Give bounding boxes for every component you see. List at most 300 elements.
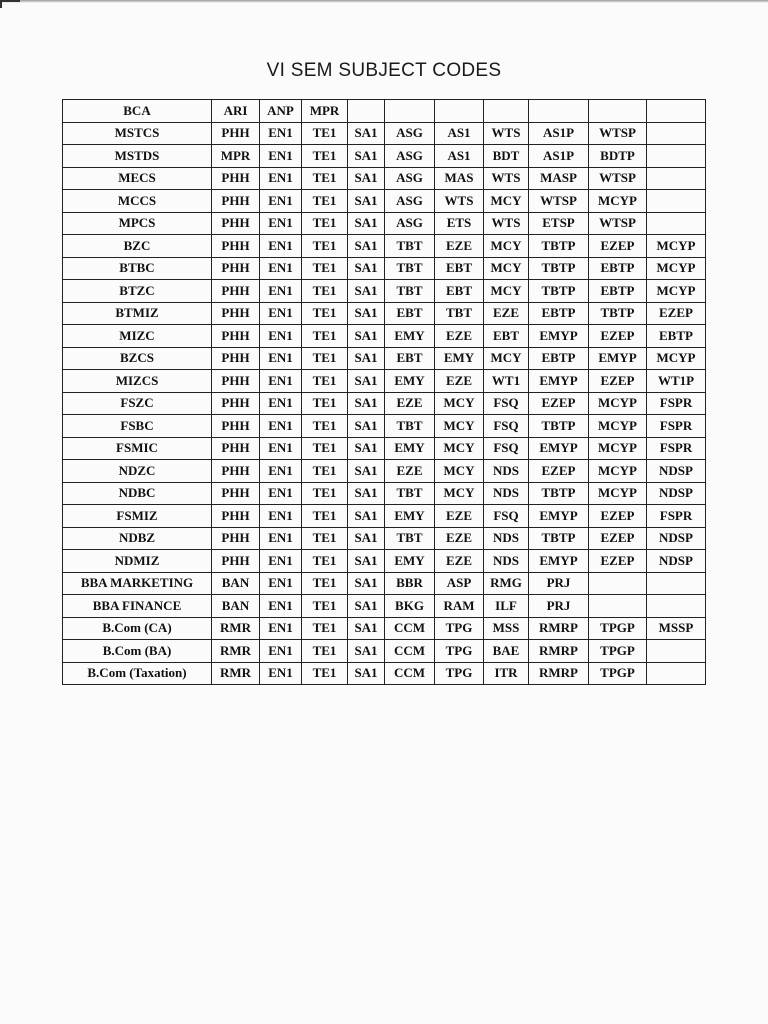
subject-code-cell: MCY bbox=[435, 392, 484, 415]
subject-code-cell bbox=[589, 100, 647, 123]
subject-code-cell: PHH bbox=[212, 325, 260, 348]
table-row bbox=[63, 370, 706, 393]
subject-code-cell: TBT bbox=[385, 257, 435, 280]
subject-code-cell: PHH bbox=[212, 505, 260, 528]
subject-code-cell: TE1 bbox=[302, 370, 348, 393]
subject-code-cell: SA1 bbox=[348, 460, 385, 483]
subject-code-cell: MSSP bbox=[647, 617, 706, 640]
subject-code-cell: SA1 bbox=[348, 167, 385, 190]
subject-code-cell: WTS bbox=[435, 190, 484, 213]
table-row bbox=[63, 280, 706, 303]
subject-code-cell: TE1 bbox=[302, 167, 348, 190]
subject-code-cell: EN1 bbox=[260, 572, 302, 595]
subject-code-cell: EMY bbox=[385, 550, 435, 573]
table-row bbox=[63, 460, 706, 483]
subject-code-cell: EZE bbox=[484, 302, 529, 325]
subject-code-cell: PHH bbox=[212, 167, 260, 190]
subject-code-cell bbox=[647, 662, 706, 685]
subject-code-cell: AS1 bbox=[435, 145, 484, 168]
subject-code-cell: SA1 bbox=[348, 302, 385, 325]
subject-code-cell: EN1 bbox=[260, 347, 302, 370]
subject-code-cell: TPG bbox=[435, 617, 484, 640]
subject-code-cell: NDSP bbox=[647, 482, 706, 505]
subject-code-cell: TBTP bbox=[529, 235, 589, 258]
subject-code-cell: MSS bbox=[484, 617, 529, 640]
subject-code-cell: TE1 bbox=[302, 145, 348, 168]
table-row bbox=[63, 662, 706, 685]
subject-code-cell: SA1 bbox=[348, 280, 385, 303]
course-name-cell: BBA FINANCE bbox=[63, 595, 212, 618]
subject-code-cell: CCM bbox=[385, 617, 435, 640]
subject-code-cell: TE1 bbox=[302, 662, 348, 685]
subject-code-cell: SA1 bbox=[348, 325, 385, 348]
subject-code-cell: TE1 bbox=[302, 280, 348, 303]
subject-code-cell: EZE bbox=[435, 370, 484, 393]
subject-code-cell: EN1 bbox=[260, 437, 302, 460]
subject-code-cell: BBR bbox=[385, 572, 435, 595]
subject-code-cell: EMYP bbox=[529, 370, 589, 393]
subject-code-cell: TE1 bbox=[302, 392, 348, 415]
subject-code-cell: EZEP bbox=[589, 235, 647, 258]
table-row bbox=[63, 550, 706, 573]
subject-code-cell: EN1 bbox=[260, 145, 302, 168]
subject-code-cell: ETSP bbox=[529, 212, 589, 235]
subject-code-cell: TBTP bbox=[529, 257, 589, 280]
table-row bbox=[63, 415, 706, 438]
subject-code-cell: TBTP bbox=[589, 302, 647, 325]
subject-code-cell: NDS bbox=[484, 527, 529, 550]
table-row bbox=[63, 505, 706, 528]
subject-code-cell: BAN bbox=[212, 572, 260, 595]
subject-code-cell: TPG bbox=[435, 640, 484, 663]
subject-code-cell: WTS bbox=[484, 122, 529, 145]
subject-code-cell: MASP bbox=[529, 167, 589, 190]
subject-code-cell: EMYP bbox=[589, 347, 647, 370]
course-name-cell: FSMIC bbox=[63, 437, 212, 460]
subject-code-cell: EZE bbox=[385, 392, 435, 415]
subject-code-cell: EZE bbox=[435, 505, 484, 528]
table-row bbox=[63, 100, 706, 123]
subject-code-cell: TBT bbox=[385, 280, 435, 303]
subject-code-cell: FSQ bbox=[484, 437, 529, 460]
subject-code-cell: PHH bbox=[212, 437, 260, 460]
subject-code-cell: EN1 bbox=[260, 257, 302, 280]
subject-code-cell: SA1 bbox=[348, 550, 385, 573]
subject-code-cell: SA1 bbox=[348, 617, 385, 640]
subject-code-cell: EZEP bbox=[589, 370, 647, 393]
subject-code-cell: MCY bbox=[435, 415, 484, 438]
subject-code-cell: TBT bbox=[385, 235, 435, 258]
subject-code-cell: EBTP bbox=[529, 302, 589, 325]
subject-code-cell: EBTP bbox=[589, 280, 647, 303]
course-name-cell: BTMIZ bbox=[63, 302, 212, 325]
subject-code-cell: MCYP bbox=[647, 347, 706, 370]
subject-code-cell: SA1 bbox=[348, 235, 385, 258]
subject-code-cell: NDSP bbox=[647, 550, 706, 573]
subject-code-cell: PHH bbox=[212, 460, 260, 483]
subject-code-cell: RAM bbox=[435, 595, 484, 618]
subject-code-cell bbox=[647, 100, 706, 123]
subject-code-cell: EN1 bbox=[260, 640, 302, 663]
table-row bbox=[63, 437, 706, 460]
subject-code-cell: BDT bbox=[484, 145, 529, 168]
subject-code-cell: TBTP bbox=[529, 280, 589, 303]
subject-code-cell bbox=[589, 595, 647, 618]
course-name-cell: NDMIZ bbox=[63, 550, 212, 573]
subject-code-cell: EZE bbox=[435, 235, 484, 258]
subject-code-cell: MPR bbox=[212, 145, 260, 168]
subject-code-cell: TE1 bbox=[302, 122, 348, 145]
table-row bbox=[63, 325, 706, 348]
subject-code-cell: RMR bbox=[212, 617, 260, 640]
subject-code-cell: PHH bbox=[212, 347, 260, 370]
subject-code-cell: RMRP bbox=[529, 617, 589, 640]
table-row bbox=[63, 392, 706, 415]
subject-code-cell: EN1 bbox=[260, 370, 302, 393]
subject-code-cell: EN1 bbox=[260, 167, 302, 190]
subject-code-cell: ETS bbox=[435, 212, 484, 235]
subject-code-cell: EN1 bbox=[260, 550, 302, 573]
subject-code-cell: EN1 bbox=[260, 617, 302, 640]
subject-code-cell: EBT bbox=[484, 325, 529, 348]
subject-code-cell: SA1 bbox=[348, 370, 385, 393]
subject-code-cell: ASG bbox=[385, 212, 435, 235]
subject-code-cell: MCY bbox=[484, 347, 529, 370]
subject-code-cell: TE1 bbox=[302, 437, 348, 460]
subject-code-cell: TE1 bbox=[302, 460, 348, 483]
subject-code-cell: EZEP bbox=[647, 302, 706, 325]
subject-code-cell: PHH bbox=[212, 527, 260, 550]
subject-code-cell: PHH bbox=[212, 257, 260, 280]
subject-code-cell: EMY bbox=[385, 437, 435, 460]
subject-code-cell: TPGP bbox=[589, 640, 647, 663]
subject-code-cell: SA1 bbox=[348, 662, 385, 685]
course-name-cell: FSZC bbox=[63, 392, 212, 415]
subject-code-cell: NDSP bbox=[647, 527, 706, 550]
subject-code-cell: TE1 bbox=[302, 595, 348, 618]
table-row bbox=[63, 302, 706, 325]
subject-code-cell: EMYP bbox=[529, 437, 589, 460]
subject-code-cell: CCM bbox=[385, 640, 435, 663]
subject-code-cell: MCY bbox=[435, 482, 484, 505]
subject-code-cell: TBT bbox=[435, 302, 484, 325]
subject-code-cell: ITR bbox=[484, 662, 529, 685]
course-name-cell: B.Com (CA) bbox=[63, 617, 212, 640]
subject-code-cell: FSPR bbox=[647, 505, 706, 528]
subject-code-cell: EN1 bbox=[260, 190, 302, 213]
subject-code-cell: WTSP bbox=[529, 190, 589, 213]
subject-code-cell: MCYP bbox=[589, 190, 647, 213]
subject-code-cell: MCY bbox=[435, 460, 484, 483]
subject-code-cell: PHH bbox=[212, 482, 260, 505]
subject-code-cell: SA1 bbox=[348, 437, 385, 460]
subject-code-cell: MCYP bbox=[589, 482, 647, 505]
table-row bbox=[63, 595, 706, 618]
subject-code-cell: WTS bbox=[484, 212, 529, 235]
subject-code-cell: TE1 bbox=[302, 212, 348, 235]
subject-code-cell: TE1 bbox=[302, 257, 348, 280]
subject-code-cell: PRJ bbox=[529, 572, 589, 595]
subject-code-cell: FSPR bbox=[647, 415, 706, 438]
course-name-cell: MSTCS bbox=[63, 122, 212, 145]
subject-code-cell: EZEP bbox=[589, 325, 647, 348]
subject-code-cell: EN1 bbox=[260, 392, 302, 415]
subject-code-cell: SA1 bbox=[348, 595, 385, 618]
subject-code-cell: TE1 bbox=[302, 550, 348, 573]
subject-code-cell: SA1 bbox=[348, 527, 385, 550]
table-row bbox=[63, 122, 706, 145]
subject-code-cell: MCYP bbox=[589, 437, 647, 460]
subject-code-cell: TBTP bbox=[529, 482, 589, 505]
subject-code-cell: EBT bbox=[435, 257, 484, 280]
subject-code-cell: PHH bbox=[212, 280, 260, 303]
subject-code-cell: ASG bbox=[385, 190, 435, 213]
subject-code-cell: ASG bbox=[385, 122, 435, 145]
subject-code-cell: ILF bbox=[484, 595, 529, 618]
subject-code-cell: BAE bbox=[484, 640, 529, 663]
subject-code-cell: TE1 bbox=[302, 572, 348, 595]
subject-code-cell: EZE bbox=[435, 325, 484, 348]
subject-code-cell: WTSP bbox=[589, 167, 647, 190]
subject-code-cell: EMY bbox=[385, 370, 435, 393]
subject-code-cell: EN1 bbox=[260, 662, 302, 685]
subject-code-cell: FSQ bbox=[484, 505, 529, 528]
course-name-cell: MCCS bbox=[63, 190, 212, 213]
subject-code-cell: WT1 bbox=[484, 370, 529, 393]
subject-code-cell bbox=[647, 212, 706, 235]
course-name-cell: MPCS bbox=[63, 212, 212, 235]
subject-code-cell: TE1 bbox=[302, 302, 348, 325]
subject-code-cell bbox=[647, 572, 706, 595]
subject-code-cell: EN1 bbox=[260, 460, 302, 483]
subject-code-cell: MPR bbox=[302, 100, 348, 123]
subject-code-cell: EBTP bbox=[589, 257, 647, 280]
subject-code-cell: EN1 bbox=[260, 505, 302, 528]
subject-code-cell: TE1 bbox=[302, 190, 348, 213]
subject-code-cell: NDSP bbox=[647, 460, 706, 483]
subject-code-cell: SA1 bbox=[348, 392, 385, 415]
subject-code-cell: MCYP bbox=[647, 235, 706, 258]
course-name-cell: FSBC bbox=[63, 415, 212, 438]
subject-code-cell bbox=[647, 190, 706, 213]
subject-code-cell: PRJ bbox=[529, 595, 589, 618]
table-row bbox=[63, 482, 706, 505]
subject-code-cell: EN1 bbox=[260, 325, 302, 348]
subject-code-cell bbox=[484, 100, 529, 123]
course-name-cell: MECS bbox=[63, 167, 212, 190]
subject-code-cell: ASG bbox=[385, 145, 435, 168]
subject-code-cell: NDS bbox=[484, 460, 529, 483]
subject-code-cell: EN1 bbox=[260, 122, 302, 145]
course-name-cell: MIZC bbox=[63, 325, 212, 348]
subject-code-cell: WT1P bbox=[647, 370, 706, 393]
course-name-cell: BCA bbox=[63, 100, 212, 123]
course-name-cell: BTBC bbox=[63, 257, 212, 280]
subject-code-cell: SA1 bbox=[348, 640, 385, 663]
subject-code-cell: TPG bbox=[435, 662, 484, 685]
subject-code-cell: EZE bbox=[385, 460, 435, 483]
subject-code-cell: SA1 bbox=[348, 415, 385, 438]
subject-code-cell: TE1 bbox=[302, 347, 348, 370]
subject-code-cell: MCYP bbox=[589, 415, 647, 438]
subject-code-cell bbox=[348, 100, 385, 123]
subject-code-cell: EMYP bbox=[529, 550, 589, 573]
subject-code-cell: WTSP bbox=[589, 122, 647, 145]
subject-code-cell: EMYP bbox=[529, 505, 589, 528]
subject-code-cell: SA1 bbox=[348, 190, 385, 213]
subject-code-cell: EBTP bbox=[647, 325, 706, 348]
subject-code-cell: EN1 bbox=[260, 595, 302, 618]
subject-code-cell: RMRP bbox=[529, 662, 589, 685]
subject-code-cell: BKG bbox=[385, 595, 435, 618]
subject-code-cell bbox=[385, 100, 435, 123]
scan-corner-mark bbox=[0, 0, 20, 8]
subject-code-cell: SA1 bbox=[348, 482, 385, 505]
subject-code-cell: BDTP bbox=[589, 145, 647, 168]
subject-code-cell: EMY bbox=[435, 347, 484, 370]
subject-code-cell: SA1 bbox=[348, 347, 385, 370]
subject-code-cell: TE1 bbox=[302, 505, 348, 528]
course-name-cell: NDZC bbox=[63, 460, 212, 483]
subject-code-cell: EZEP bbox=[589, 527, 647, 550]
subject-code-cell: AS1P bbox=[529, 145, 589, 168]
subject-code-cell: SA1 bbox=[348, 505, 385, 528]
table-row bbox=[63, 190, 706, 213]
subject-code-cell: FSPR bbox=[647, 437, 706, 460]
course-name-cell: NDBZ bbox=[63, 527, 212, 550]
subject-code-cell: MCY bbox=[484, 190, 529, 213]
course-name-cell: BZC bbox=[63, 235, 212, 258]
subject-code-cell: TE1 bbox=[302, 325, 348, 348]
subject-code-cell: EZEP bbox=[529, 460, 589, 483]
subject-code-cell: MCYP bbox=[589, 392, 647, 415]
subject-code-cell: FSQ bbox=[484, 392, 529, 415]
page-title: VI SEM SUBJECT CODES bbox=[266, 60, 502, 81]
subject-code-cell: PHH bbox=[212, 392, 260, 415]
subject-code-cell: SA1 bbox=[348, 145, 385, 168]
subject-code-cell: EZE bbox=[435, 550, 484, 573]
subject-code-cell: TBT bbox=[385, 482, 435, 505]
subject-code-cell: TE1 bbox=[302, 415, 348, 438]
subject-code-cell: PHH bbox=[212, 302, 260, 325]
course-name-cell: FSMIZ bbox=[63, 505, 212, 528]
course-name-cell: BZCS bbox=[63, 347, 212, 370]
table-row bbox=[63, 617, 706, 640]
course-name-cell: NDBC bbox=[63, 482, 212, 505]
subject-code-cell: NDS bbox=[484, 482, 529, 505]
subject-code-cell: ASG bbox=[385, 167, 435, 190]
subject-code-cell: BAN bbox=[212, 595, 260, 618]
subject-code-cell: PHH bbox=[212, 122, 260, 145]
table-row bbox=[63, 527, 706, 550]
table-row bbox=[63, 235, 706, 258]
subject-code-cell: EN1 bbox=[260, 212, 302, 235]
subject-code-cell: MCY bbox=[484, 257, 529, 280]
subject-code-cell: ANP bbox=[260, 100, 302, 123]
subject-code-cell: PHH bbox=[212, 415, 260, 438]
subject-code-cell: EMY bbox=[385, 505, 435, 528]
subject-code-cell: TBT bbox=[385, 527, 435, 550]
subject-code-cell: TE1 bbox=[302, 617, 348, 640]
subject-code-cell bbox=[647, 640, 706, 663]
table-row bbox=[63, 347, 706, 370]
subject-code-cell: TBT bbox=[385, 415, 435, 438]
subject-code-cell: TPGP bbox=[589, 662, 647, 685]
subject-code-cell: EBT bbox=[385, 302, 435, 325]
subject-code-cell: MCY bbox=[435, 437, 484, 460]
subject-code-cell: TPGP bbox=[589, 617, 647, 640]
course-name-cell: BTZC bbox=[63, 280, 212, 303]
subject-code-cell: SA1 bbox=[348, 257, 385, 280]
subject-code-cell bbox=[529, 100, 589, 123]
subject-code-cell: EN1 bbox=[260, 415, 302, 438]
subject-code-cell: PHH bbox=[212, 190, 260, 213]
subject-code-cell: ARI bbox=[212, 100, 260, 123]
subject-code-cell: TE1 bbox=[302, 235, 348, 258]
subject-code-cell: TE1 bbox=[302, 527, 348, 550]
subject-code-cell bbox=[435, 100, 484, 123]
subject-code-cell: FSQ bbox=[484, 415, 529, 438]
subject-code-cell: RMRP bbox=[529, 640, 589, 663]
table-row bbox=[63, 640, 706, 663]
subject-code-cell bbox=[647, 122, 706, 145]
course-name-cell: B.Com (Taxation) bbox=[63, 662, 212, 685]
subject-code-cell: EN1 bbox=[260, 280, 302, 303]
subject-code-cell: CCM bbox=[385, 662, 435, 685]
subject-code-cell: EZEP bbox=[589, 505, 647, 528]
subject-code-cell: AS1 bbox=[435, 122, 484, 145]
subject-code-cell: EZEP bbox=[589, 550, 647, 573]
subject-code-cell: EZE bbox=[435, 527, 484, 550]
subject-code-cell: TBTP bbox=[529, 415, 589, 438]
subject-code-cell: MCY bbox=[484, 235, 529, 258]
course-name-cell: MIZCS bbox=[63, 370, 212, 393]
subject-code-cell: EN1 bbox=[260, 235, 302, 258]
subject-code-cell: WTSP bbox=[589, 212, 647, 235]
subject-code-cell: EBTP bbox=[529, 347, 589, 370]
table-body bbox=[63, 100, 706, 685]
subject-code-cell: MCYP bbox=[589, 460, 647, 483]
subject-code-cell bbox=[647, 167, 706, 190]
subject-code-cell: ASP bbox=[435, 572, 484, 595]
subject-code-cell bbox=[589, 572, 647, 595]
course-name-cell: B.Com (BA) bbox=[63, 640, 212, 663]
subject-code-cell: TE1 bbox=[302, 640, 348, 663]
subject-code-cell: EN1 bbox=[260, 482, 302, 505]
table-row bbox=[63, 167, 706, 190]
subject-code-cell: EMY bbox=[385, 325, 435, 348]
subject-code-cell: RMG bbox=[484, 572, 529, 595]
subject-code-cell: MCYP bbox=[647, 257, 706, 280]
subject-code-cell: RMR bbox=[212, 662, 260, 685]
table-row bbox=[63, 572, 706, 595]
subject-code-cell: PHH bbox=[212, 370, 260, 393]
scan-top-edge bbox=[0, 0, 768, 3]
subject-code-cell: EN1 bbox=[260, 302, 302, 325]
subject-code-cell bbox=[647, 595, 706, 618]
table-row bbox=[63, 257, 706, 280]
subject-code-cell: EZEP bbox=[529, 392, 589, 415]
subject-code-cell: PHH bbox=[212, 212, 260, 235]
subject-code-cell: TE1 bbox=[302, 482, 348, 505]
subject-code-cell: AS1P bbox=[529, 122, 589, 145]
subject-code-cell: MCY bbox=[484, 280, 529, 303]
subject-code-cell: SA1 bbox=[348, 212, 385, 235]
subject-code-cell: EMYP bbox=[529, 325, 589, 348]
subject-code-cell: TBTP bbox=[529, 527, 589, 550]
subject-code-cell: SA1 bbox=[348, 572, 385, 595]
course-name-cell: BBA MARKETING bbox=[63, 572, 212, 595]
